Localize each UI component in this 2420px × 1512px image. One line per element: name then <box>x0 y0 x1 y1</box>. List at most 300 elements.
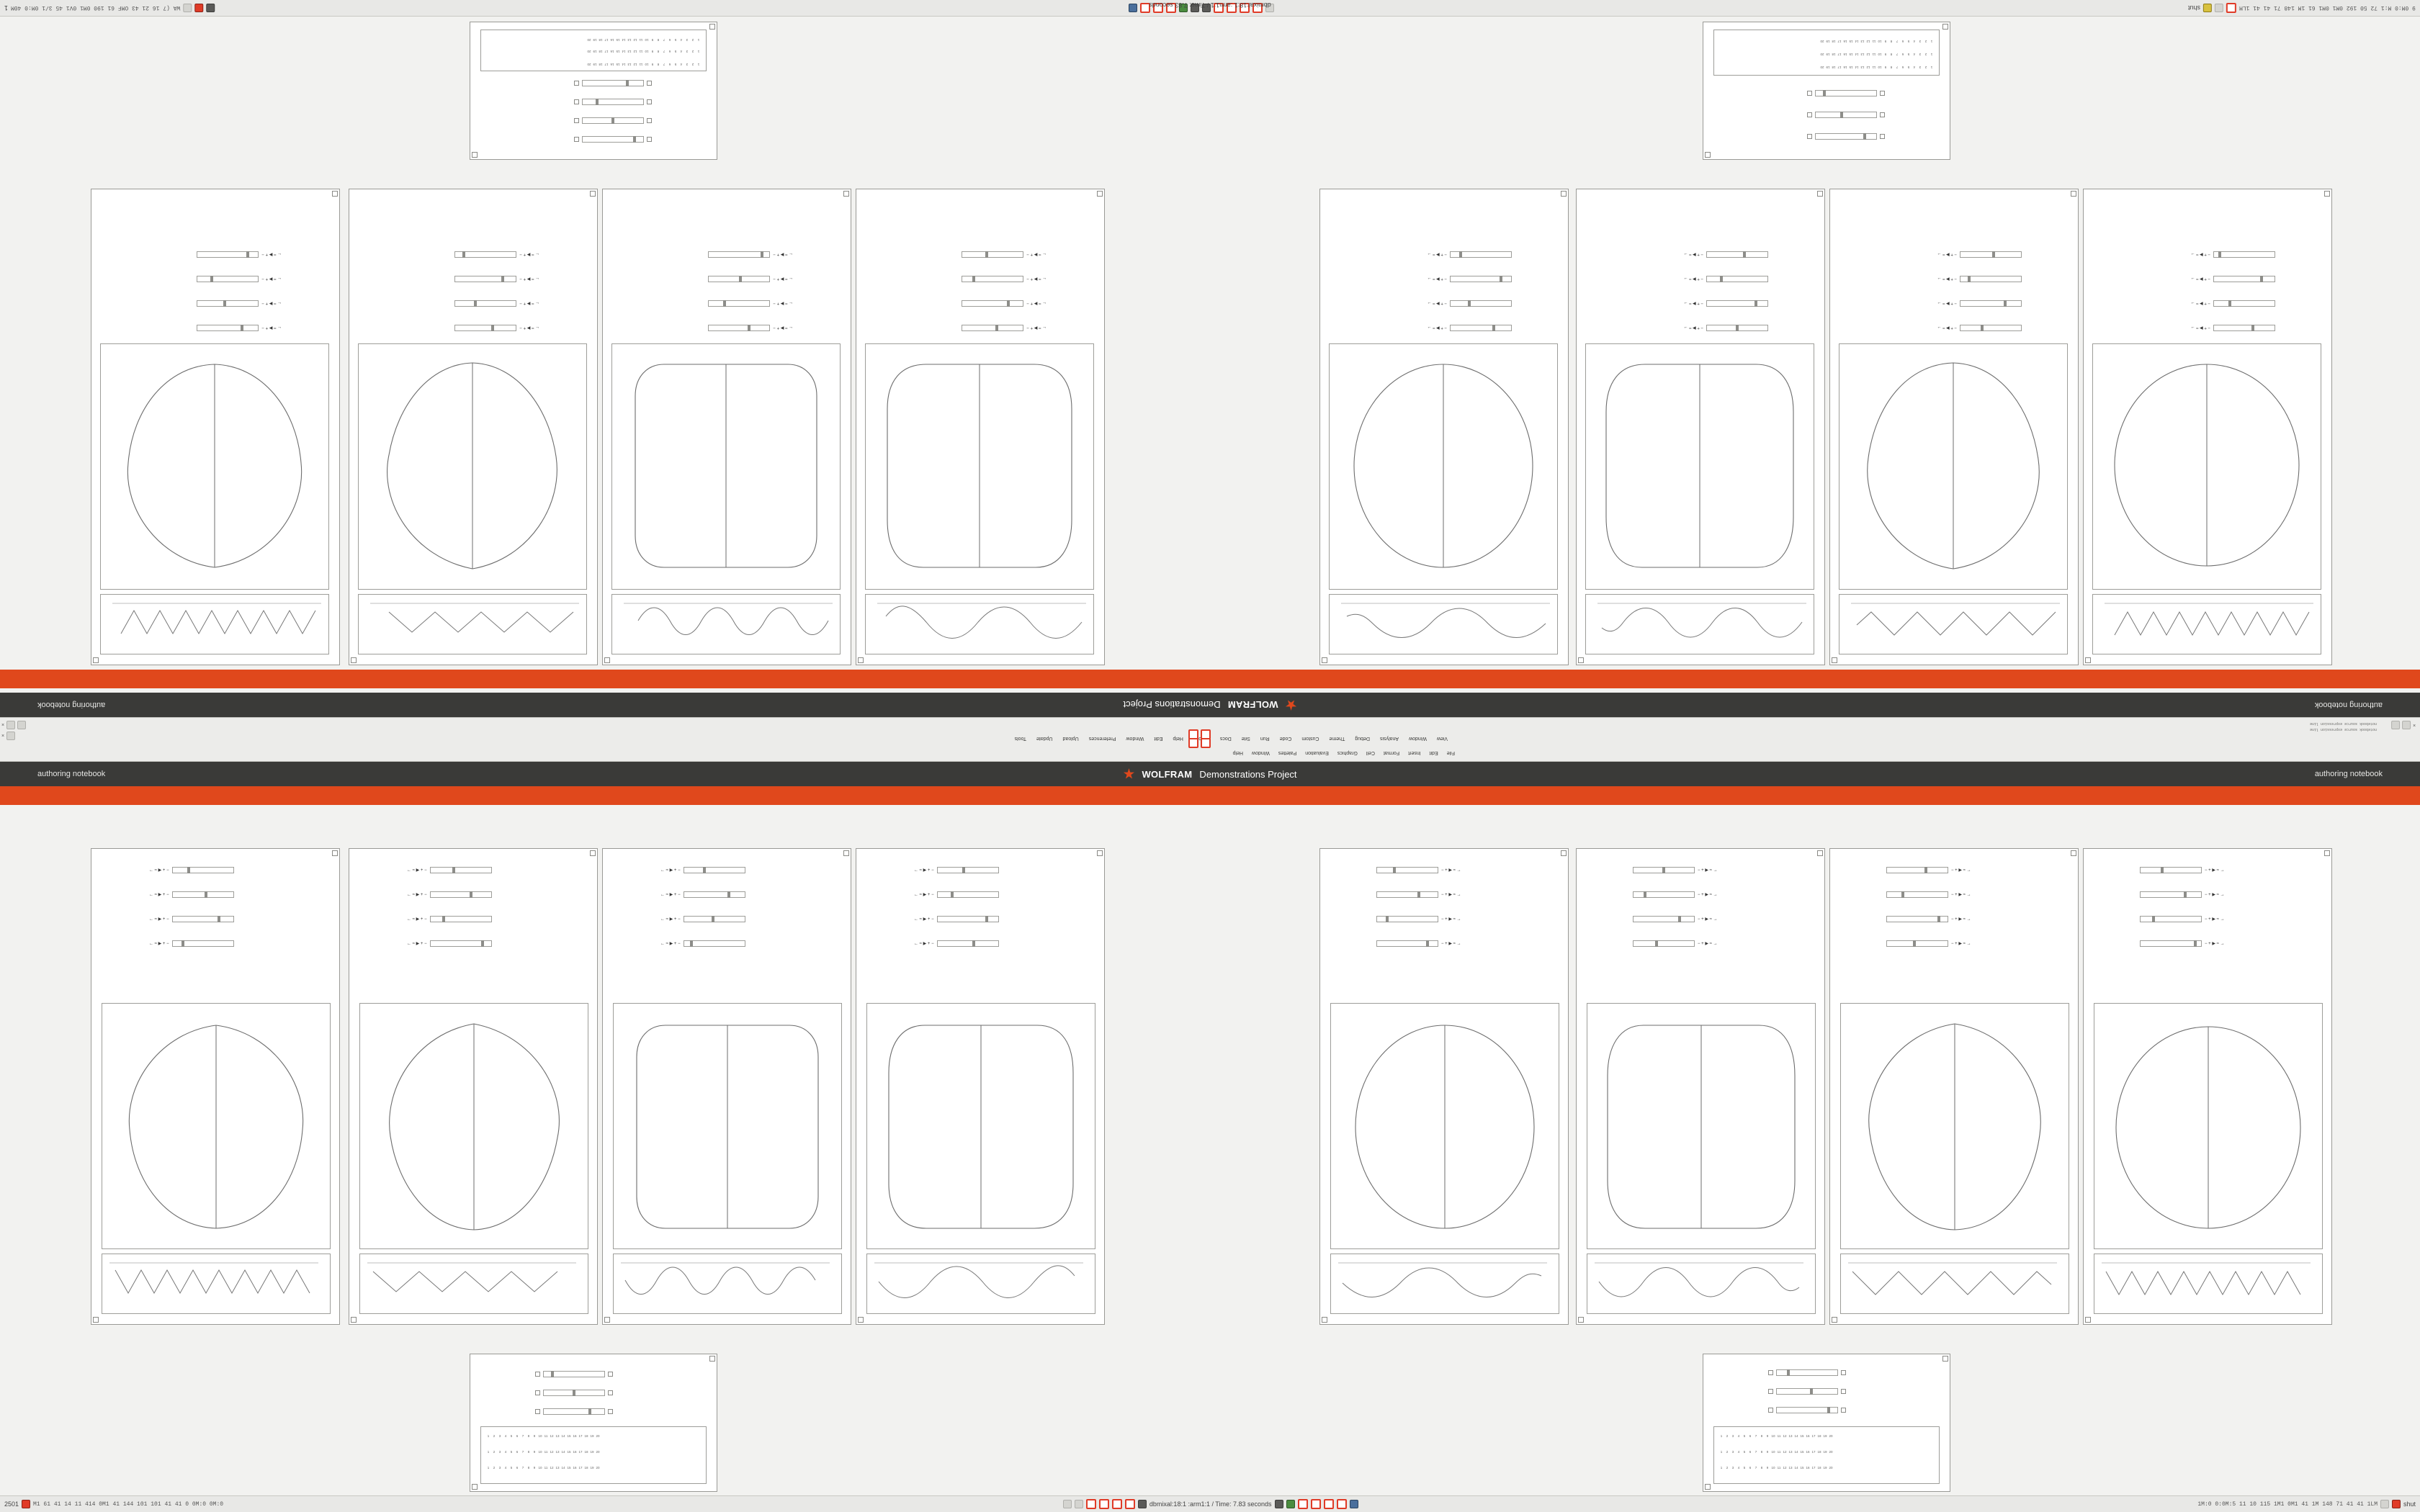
close-icon[interactable]: × <box>1 722 5 728</box>
banner-top-flipped[interactable] <box>0 693 2420 717</box>
yellow-icon[interactable] <box>2203 4 2212 12</box>
slider-knob[interactable] <box>1937 916 1940 922</box>
slider-track[interactable] <box>962 251 1023 258</box>
slider-track[interactable] <box>1886 867 1948 873</box>
slider-row[interactable] <box>708 251 793 258</box>
slider-row[interactable] <box>962 300 1047 307</box>
slider-end-icon[interactable] <box>1807 134 1812 139</box>
slider-controls[interactable]: − + ▶ ≈ → <box>1427 325 1447 330</box>
slider-row[interactable] <box>1768 1387 1846 1395</box>
slider-row[interactable] <box>1937 324 2022 332</box>
cell-bracket-icon[interactable] <box>590 191 596 197</box>
slider-handle-icon[interactable] <box>1768 1370 1773 1375</box>
slider-controls[interactable]: − + ▶ ≈ → <box>1683 276 1703 281</box>
green-icon[interactable] <box>1286 1500 1295 1508</box>
notebook-window-5[interactable] <box>1319 189 1569 665</box>
red-box-icon[interactable] <box>1099 1499 1109 1509</box>
slider-row[interactable] <box>407 940 492 948</box>
slider-controls[interactable]: ← ≈ ▶ + − <box>407 942 427 946</box>
notebook-window-8[interactable] <box>2083 189 2332 665</box>
slider-end-icon[interactable] <box>574 118 579 123</box>
cell-bracket-icon[interactable] <box>843 191 849 197</box>
slider-knob[interactable] <box>1492 325 1495 331</box>
slider-controls[interactable]: − + ▶ ≈ → <box>1937 325 1957 330</box>
slider-track[interactable] <box>430 891 492 898</box>
control-panel-bottom-right[interactable] <box>1703 1354 1950 1492</box>
slider-track[interactable] <box>684 916 745 922</box>
notebook-window-9[interactable] <box>91 848 340 1325</box>
slider-controls[interactable]: − + ▶ ≈ → <box>2205 868 2225 873</box>
slider-controls[interactable]: − + ▶ ≈ → <box>2205 917 2225 922</box>
slider-track[interactable] <box>1706 276 1768 282</box>
cell-bracket-icon[interactable] <box>1832 1317 1837 1323</box>
slider-knob[interactable] <box>2260 276 2263 282</box>
slider-track[interactable] <box>430 916 492 922</box>
slider-row[interactable] <box>1768 1369 1846 1377</box>
slider-row[interactable] <box>1807 111 1885 119</box>
slider-knob[interactable] <box>462 251 465 258</box>
menu-item[interactable]: File <box>1446 750 1455 755</box>
slider-knob[interactable] <box>748 325 750 331</box>
slider-row[interactable] <box>1427 251 1512 258</box>
slider-track[interactable] <box>2213 300 2275 307</box>
slider-row[interactable] <box>660 915 745 923</box>
ide-run-buttons-2[interactable] <box>1188 738 1211 748</box>
slider-knob[interactable] <box>1924 867 1927 873</box>
slider-track[interactable] <box>582 117 644 124</box>
slider-track[interactable] <box>454 300 516 307</box>
slider-controls[interactable]: − + ▶ ≈ → <box>2190 301 2210 305</box>
slider-knob[interactable] <box>611 117 614 124</box>
slider-track[interactable] <box>582 136 644 143</box>
menu-item[interactable]: Tools <box>1014 736 1026 741</box>
slider-controls[interactable]: − + ▶ ≈ → <box>1951 868 1971 873</box>
slider-knob[interactable] <box>1417 891 1420 898</box>
control-panel-bottom-left[interactable] <box>470 1354 717 1492</box>
cell-bracket-icon[interactable] <box>1578 1317 1584 1323</box>
slider-row[interactable] <box>197 324 282 332</box>
grey-icon[interactable] <box>2215 4 2223 12</box>
slider-track[interactable] <box>1960 325 2022 331</box>
slider-track[interactable] <box>1633 867 1695 873</box>
slider-track[interactable] <box>937 916 999 922</box>
slider-track[interactable] <box>1376 940 1438 947</box>
slider-knob[interactable] <box>1459 251 1462 258</box>
cell-bracket-icon[interactable] <box>1322 1317 1327 1323</box>
slider-track[interactable] <box>172 891 234 898</box>
slider-controls[interactable]: ← ≈ ▶ + − <box>914 942 934 946</box>
slider-controls[interactable]: ← ≈ ▶ + − <box>914 868 934 873</box>
slider-track[interactable] <box>1815 133 1877 140</box>
menu-item[interactable]: Update <box>1036 736 1053 741</box>
slider-knob[interactable] <box>2251 325 2254 331</box>
slider-row[interactable] <box>407 891 492 899</box>
slider-row[interactable] <box>2190 300 2275 307</box>
cell-bracket-icon[interactable] <box>1322 657 1327 663</box>
red-box-icon[interactable] <box>1086 1499 1096 1509</box>
slider-row[interactable] <box>454 324 539 332</box>
slider-controls[interactable]: − + ▶ ≈ → <box>1937 301 1957 305</box>
banner-brand[interactable] <box>1123 768 1296 780</box>
slider-row[interactable] <box>1768 1406 1846 1414</box>
slider-row[interactable] <box>962 251 1047 258</box>
slider-row[interactable] <box>2140 915 2225 923</box>
notebook-window-13[interactable] <box>1319 848 1569 1325</box>
cell-bracket-icon[interactable] <box>604 657 610 663</box>
slider-knob[interactable] <box>187 867 190 873</box>
slider-knob[interactable] <box>2004 300 2007 307</box>
blue-icon[interactable] <box>1350 1500 1358 1508</box>
slider-track[interactable] <box>1633 916 1695 922</box>
menu-icon[interactable] <box>206 4 215 12</box>
slider-track[interactable] <box>937 891 999 898</box>
red-box-icon[interactable] <box>1311 1499 1321 1509</box>
menu-item[interactable]: View <box>1436 736 1448 741</box>
slider-row[interactable] <box>1633 866 1718 874</box>
cell-bracket-icon[interactable] <box>709 1356 715 1362</box>
slider-end-icon[interactable] <box>1807 112 1812 117</box>
cell-bracket-icon[interactable] <box>472 1484 478 1490</box>
menu-item[interactable]: Custom <box>1301 736 1319 741</box>
slider-track[interactable] <box>582 80 644 86</box>
slider-knob[interactable] <box>588 1408 591 1415</box>
cell-bracket-icon[interactable] <box>93 657 99 663</box>
slider-handle-icon[interactable] <box>647 118 652 123</box>
slider-knob[interactable] <box>2152 916 2155 922</box>
bottom-bar-center-group[interactable] <box>1059 1499 1363 1509</box>
slider-knob[interactable] <box>703 867 706 873</box>
top-bar-left-group[interactable] <box>0 4 219 12</box>
slider-end-icon[interactable] <box>574 81 579 86</box>
slider-controls[interactable]: − + ▶ ≈ → <box>1951 942 1971 946</box>
menu-item[interactable]: Palettes <box>1278 750 1297 755</box>
slider-knob[interactable] <box>551 1371 554 1377</box>
slider-controls[interactable]: − + ▶ ≈ → <box>1698 868 1718 873</box>
slider-controls[interactable]: ← ≈ ▶ + − <box>407 917 427 922</box>
notebook-window-10[interactable] <box>349 848 598 1325</box>
slider-handle-icon[interactable] <box>1768 1408 1773 1413</box>
slider-controls[interactable]: ← ≈ ▶ + − <box>407 868 427 873</box>
slider-controls[interactable]: ← ≈ ▶ + − <box>261 276 282 281</box>
slider-controls[interactable]: ← ≈ ▶ + − <box>660 942 681 946</box>
slider-track[interactable] <box>1376 891 1438 898</box>
cell-bracket-icon[interactable] <box>2071 850 2076 856</box>
grey-icon[interactable] <box>2380 1500 2389 1508</box>
slider-row[interactable] <box>1683 251 1768 258</box>
red-box-icon[interactable] <box>1324 1499 1334 1509</box>
slider-track[interactable] <box>2213 276 2275 282</box>
cell-bracket-icon[interactable] <box>858 657 864 663</box>
close-icon[interactable]: × <box>1 733 5 739</box>
slider-row[interactable] <box>2140 940 2225 948</box>
slider-knob[interactable] <box>1840 112 1843 118</box>
slider-knob[interactable] <box>1426 940 1429 947</box>
slider-knob[interactable] <box>723 300 726 307</box>
slider-track[interactable] <box>543 1408 605 1415</box>
slider-track[interactable] <box>2140 867 2202 873</box>
slider-controls[interactable]: ← ≈ ▶ + − <box>149 917 169 922</box>
slider-knob[interactable] <box>1981 325 1984 331</box>
red-box-icon[interactable] <box>2226 3 2236 13</box>
slider-track[interactable] <box>454 276 516 282</box>
slider-knob[interactable] <box>1007 300 1010 307</box>
slider-handle-icon[interactable] <box>1768 1389 1773 1394</box>
slider-track[interactable] <box>937 867 999 873</box>
slider-knob[interactable] <box>2184 891 2187 898</box>
cell-bracket-icon[interactable] <box>1832 657 1837 663</box>
slider-knob[interactable] <box>1655 940 1658 947</box>
slider-track[interactable] <box>454 325 516 331</box>
menu-item[interactable]: Theme <box>1329 736 1345 741</box>
slider-knob[interactable] <box>1787 1369 1790 1376</box>
slider-end-icon[interactable] <box>574 137 579 142</box>
slider-knob[interactable] <box>985 251 988 258</box>
slider-row[interactable] <box>914 940 999 948</box>
menu-item[interactable]: Graphics <box>1337 750 1358 755</box>
slider-controls[interactable]: − + ▶ ≈ → <box>1427 276 1447 281</box>
slider-track[interactable] <box>543 1371 605 1377</box>
window-icon[interactable] <box>1075 1500 1083 1508</box>
cell-bracket-icon[interactable] <box>2085 657 2091 663</box>
cell-bracket-icon[interactable] <box>1817 191 1823 197</box>
slider-knob[interactable] <box>1992 251 1995 258</box>
slider-knob[interactable] <box>481 940 484 947</box>
slider-knob[interactable] <box>1468 300 1471 307</box>
slider-row[interactable] <box>1886 940 1971 948</box>
slider-handle-icon[interactable] <box>1880 134 1885 139</box>
slider-row[interactable] <box>1683 275 1768 283</box>
folder-icon[interactable] <box>1275 1500 1283 1508</box>
slider-row[interactable] <box>454 251 539 258</box>
slider-controls[interactable]: ← ≈ ▶ + − <box>773 252 793 256</box>
slider-row[interactable] <box>535 1389 613 1397</box>
slider-controls[interactable]: − + ▶ ≈ → <box>2205 893 2225 897</box>
slider-knob[interactable] <box>1901 891 1904 898</box>
cell-bracket-icon[interactable] <box>1942 1356 1948 1362</box>
slider-row[interactable] <box>2190 275 2275 283</box>
slider-knob[interactable] <box>1968 276 1971 282</box>
slider-track[interactable] <box>708 251 770 258</box>
cell-bracket-icon[interactable] <box>604 1317 610 1323</box>
slider-row[interactable] <box>535 1370 613 1378</box>
slider-row[interactable] <box>1937 300 2022 307</box>
maximize-button[interactable] <box>2391 721 2400 729</box>
slider-track[interactable] <box>1886 891 1948 898</box>
menu-item[interactable]: Edit <box>1429 750 1438 755</box>
slider-track[interactable] <box>684 867 745 873</box>
notebook-window-12[interactable] <box>856 848 1105 1325</box>
slider-row[interactable] <box>574 98 652 106</box>
notebook-window-1[interactable] <box>91 189 340 665</box>
menu-item[interactable]: Run <box>1260 736 1270 741</box>
slider-controls[interactable]: − + ▶ ≈ → <box>1441 893 1461 897</box>
slider-row[interactable] <box>2190 251 2275 258</box>
cell-bracket-icon[interactable] <box>1942 24 1948 30</box>
slider-row[interactable] <box>1683 324 1768 332</box>
menu-item[interactable]: Window <box>1251 750 1270 755</box>
menu-item[interactable]: Site <box>1241 736 1250 741</box>
slider-controls[interactable]: ← ≈ ▶ + − <box>261 325 282 330</box>
slider-track[interactable] <box>543 1390 605 1396</box>
slider-knob[interactable] <box>1720 276 1723 282</box>
notebook-window-16[interactable] <box>2083 848 2332 1325</box>
red-square-icon[interactable] <box>22 1500 30 1508</box>
menu-item[interactable]: Window <box>1126 736 1144 741</box>
slider-controls[interactable]: ← ≈ ▶ + − <box>1026 301 1047 305</box>
slider-controls[interactable]: ← ≈ ▶ + − <box>407 893 427 897</box>
cell-bracket-icon[interactable] <box>1097 191 1103 197</box>
slider-track[interactable] <box>1450 325 1512 331</box>
slider-knob[interactable] <box>442 916 445 922</box>
slider-controls[interactable]: − + ▶ ≈ → <box>1683 301 1703 305</box>
slider-controls[interactable]: − + ▶ ≈ → <box>1427 301 1447 305</box>
cell-bracket-icon[interactable] <box>351 1317 357 1323</box>
slider-track[interactable] <box>708 300 770 307</box>
slider-track[interactable] <box>1776 1407 1838 1413</box>
slider-row[interactable] <box>660 940 745 948</box>
slider-row[interactable] <box>574 135 652 143</box>
menu-item[interactable]: Docs <box>1219 736 1232 741</box>
notebook-window-2[interactable] <box>349 189 598 665</box>
slider-knob[interactable] <box>690 940 693 947</box>
slider-row[interactable] <box>149 891 234 899</box>
cell-bracket-icon[interactable] <box>351 657 357 663</box>
menu-item[interactable]: Insert <box>1408 750 1421 755</box>
slider-track[interactable] <box>1776 1369 1838 1376</box>
slider-controls[interactable]: ← ≈ ▶ + − <box>773 325 793 330</box>
menu-item[interactable]: Evaluation <box>1305 750 1329 755</box>
slider-knob[interactable] <box>1863 133 1866 140</box>
slider-row[interactable] <box>1937 275 2022 283</box>
slider-handle-icon[interactable] <box>535 1409 540 1414</box>
slider-track[interactable] <box>1815 112 1877 118</box>
slider-handle-icon[interactable] <box>647 81 652 86</box>
slider-knob[interactable] <box>452 867 455 873</box>
slider-row[interactable] <box>1376 940 1461 948</box>
slider-knob[interactable] <box>474 300 477 307</box>
slider-controls[interactable]: − + ▶ ≈ → <box>1441 942 1461 946</box>
menu-item[interactable]: Debug <box>1355 736 1370 741</box>
slider-controls[interactable]: − + ▶ ≈ → <box>1951 893 1971 897</box>
slider-track[interactable] <box>684 891 745 898</box>
menu-item[interactable]: Format <box>1383 750 1400 755</box>
slider-knob[interactable] <box>951 891 954 898</box>
slider-knob[interactable] <box>739 276 742 282</box>
slider-end-icon[interactable] <box>1841 1389 1846 1394</box>
slider-controls[interactable]: − + ▶ ≈ → <box>1683 325 1703 330</box>
slider-controls[interactable]: ← ≈ ▶ + − <box>914 917 934 922</box>
cell-bracket-icon[interactable] <box>1097 850 1103 856</box>
slider-track[interactable] <box>1815 90 1877 96</box>
bottom-bar-left-group[interactable] <box>0 1500 228 1508</box>
slider-row[interactable] <box>454 275 539 283</box>
close-button[interactable]: × <box>2412 722 2416 728</box>
slider-controls[interactable]: ← ≈ ▶ + − <box>519 325 539 330</box>
slider-knob[interactable] <box>1810 1388 1813 1395</box>
slider-track[interactable] <box>1450 251 1512 258</box>
menu-item[interactable]: Help <box>1232 750 1243 755</box>
slider-row[interactable] <box>914 866 999 874</box>
slider-controls[interactable]: ← ≈ ▶ + − <box>149 893 169 897</box>
slider-row[interactable] <box>407 915 492 923</box>
slider-track[interactable] <box>708 325 770 331</box>
slider-track[interactable] <box>1886 916 1948 922</box>
slider-knob[interactable] <box>1743 251 1746 258</box>
slider-row[interactable] <box>914 891 999 899</box>
slider-handle-icon[interactable] <box>535 1372 540 1377</box>
slider-row[interactable] <box>454 300 539 307</box>
slider-knob[interactable] <box>1500 276 1502 282</box>
slider-knob[interactable] <box>1736 325 1739 331</box>
slider-row[interactable] <box>660 891 745 899</box>
slider-controls[interactable]: ← ≈ ▶ + − <box>149 942 169 946</box>
slider-track[interactable] <box>172 867 234 873</box>
slider-row[interactable] <box>914 915 999 923</box>
slider-track[interactable] <box>1960 300 2022 307</box>
slider-track[interactable] <box>454 251 516 258</box>
slider-handle-icon[interactable] <box>1880 112 1885 117</box>
slider-row[interactable] <box>1633 940 1718 948</box>
slider-track[interactable] <box>1776 1388 1838 1395</box>
slider-knob[interactable] <box>246 251 249 258</box>
slider-row[interactable] <box>2190 324 2275 332</box>
slider-row[interactable] <box>660 866 745 874</box>
slider-knob[interactable] <box>470 891 472 898</box>
slider-row[interactable] <box>1807 89 1885 97</box>
bottom-system-bar[interactable] <box>0 1495 2420 1512</box>
slider-controls[interactable]: − + ▶ ≈ → <box>2190 276 2210 281</box>
slider-handle-icon[interactable] <box>1880 91 1885 96</box>
slider-row[interactable] <box>1683 300 1768 307</box>
slider-knob[interactable] <box>761 251 763 258</box>
cell-bracket-icon[interactable] <box>1561 191 1567 197</box>
slider-knob[interactable] <box>727 891 730 898</box>
slider-knob[interactable] <box>205 891 207 898</box>
slider-knob[interactable] <box>241 325 243 331</box>
slider-row[interactable] <box>1886 915 1971 923</box>
slider-row[interactable] <box>197 300 282 307</box>
slider-controls[interactable]: ← ≈ ▶ + − <box>660 868 681 873</box>
slider-knob[interactable] <box>596 99 599 105</box>
banner-brand[interactable] <box>1123 699 1296 711</box>
slider-controls[interactable]: ← ≈ ▶ + − <box>149 868 169 873</box>
slider-row[interactable] <box>197 275 282 283</box>
slider-knob[interactable] <box>626 80 629 86</box>
slider-controls[interactable]: − + ▶ ≈ → <box>1441 868 1461 873</box>
slider-knob[interactable] <box>182 940 184 947</box>
cell-bracket-icon[interactable] <box>590 850 596 856</box>
slider-knob[interactable] <box>712 916 714 922</box>
slider-knob[interactable] <box>218 916 220 922</box>
slider-knob[interactable] <box>210 276 213 282</box>
slider-track[interactable] <box>937 940 999 947</box>
slider-controls[interactable]: ← ≈ ▶ + − <box>261 252 282 256</box>
notebook-window-11[interactable] <box>602 848 851 1325</box>
cell-bracket-icon[interactable] <box>843 850 849 856</box>
slider-knob[interactable] <box>1644 891 1646 898</box>
slider-knob[interactable] <box>491 325 494 331</box>
slider-controls[interactable]: − + ▶ ≈ → <box>1698 917 1718 922</box>
slider-track[interactable] <box>1706 300 1768 307</box>
slider-track[interactable] <box>582 99 644 105</box>
slider-controls[interactable]: − + ▶ ≈ → <box>1951 917 1971 922</box>
menu-item[interactable]: Cell <box>1366 750 1375 755</box>
cell-bracket-icon[interactable] <box>332 850 338 856</box>
slider-end-icon[interactable] <box>1841 1408 1846 1413</box>
slider-row[interactable] <box>2140 891 2225 899</box>
menu-item[interactable]: Edit <box>1154 736 1163 741</box>
slider-track[interactable] <box>962 300 1023 307</box>
